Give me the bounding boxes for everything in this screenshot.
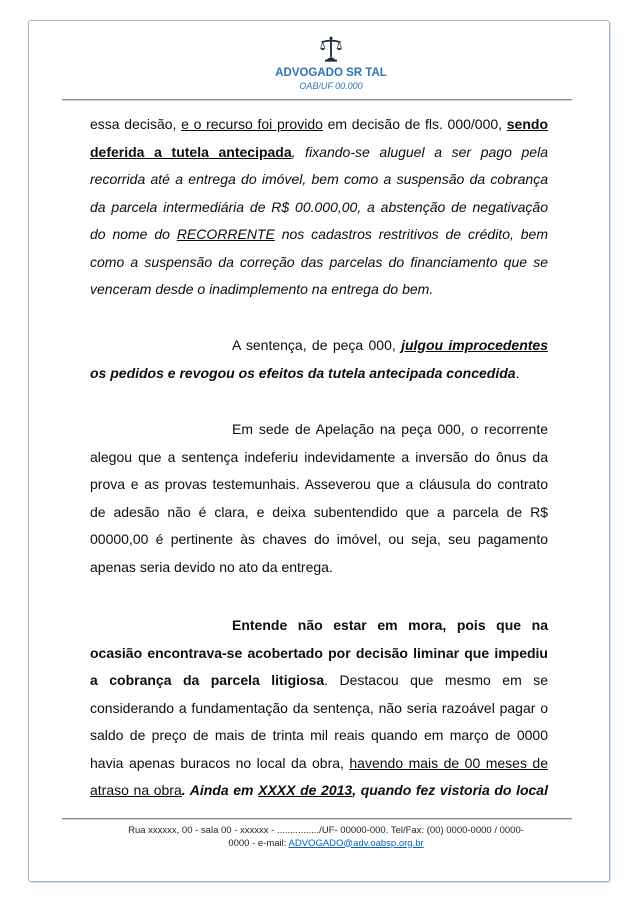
text-run: havia apenas buracos no local da obra, xyxy=(90,754,350,771)
bold-underlined-text: deferida a tutela antecipada xyxy=(90,143,292,160)
paragraph-line xyxy=(90,166,548,194)
footer-address: Rua xxxxxx, 00 - sala 00 - xxxxxx - ................/UF- 00000-000. Tel/Fax: (00) 0000-0000 / 0000- xyxy=(128,824,524,836)
paragraph-line xyxy=(90,612,548,640)
text-run: 00000,00 é pertinente às chaves do imóvel, ou seja, seu pagamento xyxy=(90,531,548,547)
italic-text: , fixando-se aluguel a ser pago pela xyxy=(291,143,548,160)
italic-text: nos cadastros restritivos de crédito, bem xyxy=(274,226,548,242)
paragraph-line xyxy=(90,471,548,499)
italic-text: do nome do xyxy=(90,226,177,242)
text-run: em decisão de fls. 000/000, xyxy=(322,116,507,132)
underlined-text: havendo mais de 00 meses de xyxy=(349,754,548,771)
text-run: Em sede de Apelação na peça 000, o recorrente xyxy=(232,421,548,437)
footer-contact-label: 0000 - e-mail: xyxy=(228,837,289,849)
paragraph-2 xyxy=(90,332,548,387)
paragraph-line xyxy=(90,750,548,778)
italic-underlined-text: RECORRENTE xyxy=(176,226,275,242)
paragraph-line xyxy=(90,722,548,750)
bold-italic-text: , quando fez vistoria do local xyxy=(352,782,548,798)
paragraph-3 xyxy=(90,416,548,581)
bold-italic-text: . Ainda em xyxy=(181,782,259,798)
paragraph-line xyxy=(90,640,548,668)
paragraph-line xyxy=(90,276,548,304)
bold-underlined-text: sendo xyxy=(506,116,548,132)
italic-text: venceram desde o inadimplemento na entrega do bem. xyxy=(90,281,434,297)
bold-text: Entende não estar em mora, pois que na xyxy=(232,617,548,633)
text-run: prova e as provas testemunhais. Asseverou que a cláusula do contrato xyxy=(90,476,548,492)
paragraph-line xyxy=(90,332,548,360)
bold-text: ocasião encontrava-se acobertado por decisão liminar que impediu xyxy=(90,644,548,661)
page-footer xyxy=(121,824,531,850)
paragraph-line xyxy=(90,777,548,805)
paragraph-line xyxy=(90,360,548,388)
text-run: essa decisão, xyxy=(90,116,182,132)
italic-text: recorrida até a entrega do imóvel, bem como a suspensão da cobrança xyxy=(90,171,548,187)
text-run: considerando a fundamentação da sentença, não seria razoável pagar o xyxy=(90,699,548,716)
paragraph-line xyxy=(90,526,548,554)
bold-text: a cobrança da parcela litigiosa xyxy=(90,672,325,688)
lawyer-name: ADVOGADO SR TAL xyxy=(275,67,387,79)
text-run: . Destacou que mesmo em se xyxy=(324,672,548,688)
paragraph-line xyxy=(90,139,548,167)
paragraph-line xyxy=(90,249,548,277)
paragraph-1 xyxy=(90,111,548,304)
email-link[interactable]: ADVOGADO@adv.oabsp.org.br xyxy=(288,837,424,849)
scales-of-justice-icon xyxy=(320,36,342,62)
paragraph-line xyxy=(90,416,548,444)
footer-divider xyxy=(62,818,572,819)
text-run: A sentença, de peça 000, xyxy=(232,337,402,353)
text-run: . xyxy=(515,364,520,381)
text-run: alegou que a sentença indeferiu indevidamente a inversão do ônus da xyxy=(90,448,548,465)
text-run: apenas seria devido no ato da entrega. xyxy=(90,558,333,575)
bold-italic-underlined-text: julgou improcedentes xyxy=(401,337,548,353)
paragraph-line xyxy=(90,444,548,472)
paragraph-line xyxy=(90,221,548,249)
italic-text: como a suspensão da correção das parcelas do financiamento que se xyxy=(90,253,548,270)
bar-registration: OAB/UF 00.000 xyxy=(299,81,363,91)
paragraph-line xyxy=(90,111,548,139)
underlined-text: e o recurso foi provido xyxy=(181,116,323,132)
bold-italic-text: os pedidos e revogou os efeitos da tutela antecipada concedida xyxy=(90,364,516,381)
footer-contact xyxy=(121,837,531,850)
paragraph-line xyxy=(90,499,548,527)
paragraph-line xyxy=(90,695,548,723)
underlined-text: atraso na obra xyxy=(90,782,182,798)
text-run: saldo de preço de mais de trinta mil reais quando em março de 0000 xyxy=(90,727,548,743)
paragraph-4 xyxy=(90,612,548,805)
header-divider xyxy=(62,99,572,100)
paragraph-line xyxy=(90,194,548,222)
bold-italic-underlined-text: XXXX de 2013 xyxy=(258,782,353,798)
paragraph-line xyxy=(90,554,548,582)
text-run: de adesão não é clara, e deixa subentendido que a parcela de R$ xyxy=(90,503,548,520)
letterhead xyxy=(231,36,431,92)
paragraph-line xyxy=(90,667,548,695)
italic-text: da parcela intermediária de R$ 00.000,00, a abstenção de negativação xyxy=(90,198,548,215)
